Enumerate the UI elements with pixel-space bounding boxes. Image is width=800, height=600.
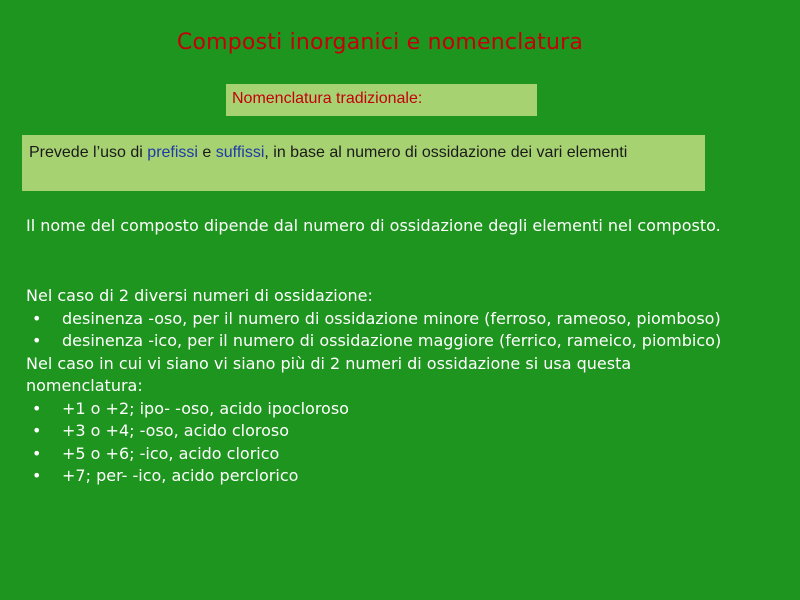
subtitle-box bbox=[226, 84, 537, 116]
bullet-icon: • bbox=[32, 443, 42, 463]
bullet-icon: • bbox=[32, 308, 42, 328]
definition-text-part3: , in base al numero di ossidazione dei vari elementi bbox=[264, 144, 628, 161]
definition-text-part2: e bbox=[197, 144, 216, 161]
intro-paragraph: Il nome del composto dipende dal numero di ossidazione degli elementi nel composto. bbox=[26, 216, 721, 235]
list-item bbox=[26, 308, 746, 331]
bullet-icon: • bbox=[32, 421, 42, 440]
list-item-text: desinenza -oso, per il numero di ossidazione minore (ferroso, rameoso, piomboso) bbox=[62, 308, 721, 328]
bullet-icon: • bbox=[32, 466, 42, 485]
oxidation-rules bbox=[26, 285, 746, 488]
case-two-list bbox=[26, 308, 746, 353]
bullet-icon: • bbox=[32, 398, 42, 418]
case-more-list bbox=[26, 398, 746, 488]
list-item bbox=[26, 398, 746, 421]
list-item-text: +3 o +4; -oso, acido cloroso bbox=[62, 421, 290, 440]
definition-highlight-suffissi: suffissi bbox=[215, 144, 265, 161]
subtitle-text: Nomenclatura tradizionale: bbox=[232, 90, 423, 107]
list-item bbox=[26, 330, 746, 353]
definition-text-part1: Prevede l’uso di bbox=[29, 144, 148, 161]
definition-box bbox=[22, 135, 705, 191]
case-more-heading: Nel caso in cui vi siano vi siano più di 2 numeri di ossidazione si usa questa nomenclatura: bbox=[26, 353, 632, 395]
list-item-text: desinenza -ico, per il numero di ossidazione maggiore (ferrico, rameico, piombico) bbox=[62, 331, 722, 350]
list-item-text: +5 o +6; -ico, acido clorico bbox=[62, 443, 280, 463]
list-item-text: +7; per- -ico, acido perclorico bbox=[62, 466, 299, 485]
definition-highlight-prefissi: prefissi bbox=[147, 144, 198, 161]
list-item-text: +1 o +2; ipo- -oso, acido ipocloroso bbox=[62, 398, 349, 418]
slide-title: Composti inorganici e nomenclatura bbox=[176, 30, 584, 55]
list-item bbox=[26, 420, 746, 443]
list-item bbox=[26, 443, 746, 466]
list-item bbox=[26, 465, 746, 488]
case-two-heading: Nel caso di 2 diversi numeri di ossidazione: bbox=[26, 286, 373, 305]
bullet-icon: • bbox=[32, 331, 42, 350]
